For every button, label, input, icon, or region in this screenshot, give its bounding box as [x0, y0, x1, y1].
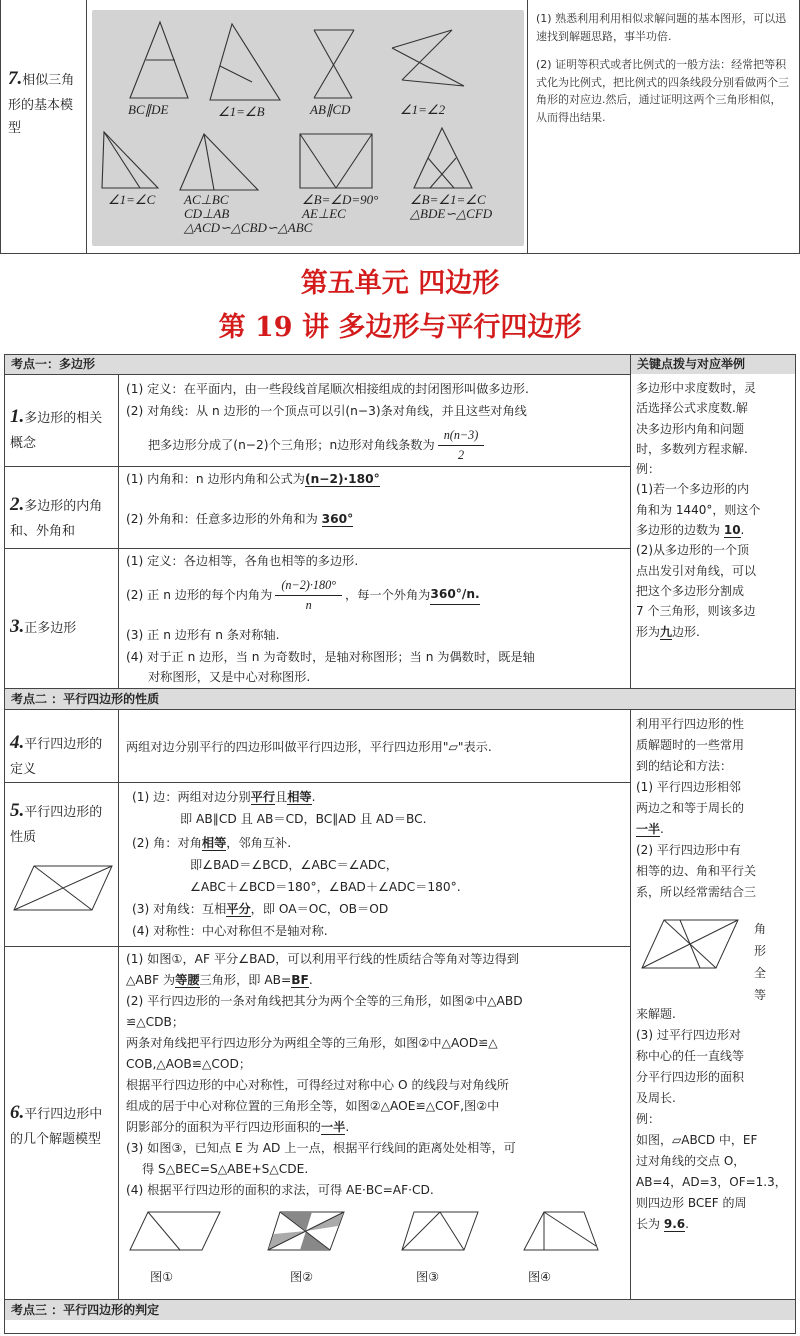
- s7-note-1: (1) 熟悉利用利用相似求解问题的基本图形，可以迅速找到解题思路，事半功倍.: [536, 12, 787, 43]
- figure-2-label: 图②: [290, 1270, 314, 1284]
- k2-side-notes-2: [636, 1004, 794, 1235]
- r5-num: 5.: [10, 800, 25, 821]
- r5-line-b3: ∠ABC＋∠BCD＝180°，∠BAD＋∠ADC＝180°.: [190, 880, 461, 894]
- r3-line-b-text2: ，每一个外角为: [345, 587, 431, 602]
- side-line: 质解题时的一些常用: [636, 738, 745, 752]
- side-line: 点出发引对角线，可以: [636, 563, 757, 578]
- r5-line-b: [132, 834, 291, 853]
- r1-line-a: (1) 定义：在平面内，由一些段线首尾顺次相接组成的封闭图形叫做多边形.: [126, 382, 529, 396]
- fig-caption: △BDE∽△CFD: [410, 206, 493, 221]
- side-vertical-text: [754, 918, 774, 1006]
- r5-a-answer1: 平行: [250, 790, 276, 804]
- r6-line: 得 S△BEC=S△ABE+S△CDE.: [142, 1162, 309, 1176]
- figure-3: [400, 1206, 480, 1256]
- fig-caption: ∠B=∠1=∠C: [410, 192, 486, 207]
- divider: [118, 374, 119, 688]
- r1-line-c: [148, 426, 487, 465]
- side-line: 把这个多边形分割成: [636, 583, 745, 598]
- fig-caption: ∠1=∠C: [108, 192, 156, 207]
- r6-answer-half: 一半: [321, 1120, 346, 1134]
- k3-header: 考点三 ：平行四边形的判定: [5, 1300, 795, 1320]
- side-answer-9-6: 9.6: [663, 1217, 686, 1231]
- r4-num: 4.: [10, 732, 25, 753]
- divider: [119, 466, 631, 467]
- r5-a-mid: 且: [275, 790, 288, 804]
- r2-label-text: 多边形的内角和、外角和: [10, 499, 103, 540]
- side-answer-nine: 九: [660, 624, 673, 639]
- figure-2: [266, 1206, 346, 1256]
- r3-line-c: (3) 正 n 边形有 n 条对称轴.: [126, 628, 280, 642]
- r6-label: [10, 1096, 114, 1152]
- r6-line: (1) 如图①，AF 平分∠BAD，可以利用平行线的性质结合等角对等边得到: [126, 952, 519, 966]
- side-line: 称中心的任一直线等: [636, 1049, 745, 1063]
- r3-fraction: [275, 576, 342, 615]
- side-answer-10: 10: [723, 523, 741, 538]
- k1-header: 考点一：多边形: [5, 355, 630, 374]
- divider: [4, 466, 119, 467]
- unit-title: 第五单元 四边形: [300, 268, 500, 299]
- r3-line-b: [126, 576, 480, 615]
- side-line: 7 个三角形，则该多边: [636, 604, 756, 619]
- r1-label: [10, 400, 114, 456]
- r6-num: 6.: [10, 1102, 25, 1123]
- r6-line: COB,△AOB≌△COD；: [126, 1057, 252, 1071]
- r5-line-b2: 即∠BAD＝∠BCD，∠ABC＝∠ADC，: [190, 858, 398, 872]
- r1-num: 1.: [10, 406, 25, 427]
- k1-side-header: 关键点拨与对应举例: [631, 355, 795, 374]
- r5-c-text: (3) 对角线：互相: [132, 902, 227, 916]
- side-line: (2) 平行四边形中有: [636, 843, 741, 857]
- divider: [118, 709, 119, 1299]
- side-line: (1)若一个多边形的内: [636, 482, 749, 497]
- figure-4-label: 图④: [528, 1270, 552, 1284]
- side-line: 角: [754, 922, 767, 936]
- side-line: 全: [754, 966, 767, 980]
- fig-caption: CD⊥AB: [184, 206, 230, 221]
- r6-line: (4) 根据平行四边形的面积的求法，可得 AE·BC=AF·CD.: [126, 1183, 434, 1197]
- r5-b-text: (2) 角：对角: [132, 836, 202, 850]
- side-line: (2)从多边形的一个顶: [636, 543, 749, 558]
- side-line: 到的结论和方法：: [636, 759, 733, 773]
- s7-label-num: 7.: [8, 68, 23, 89]
- fig-caption: AB∥CD: [310, 102, 351, 117]
- r3-frac-den: n: [305, 597, 312, 612]
- r6-line-text: 阴影部分的面积为平行四边形面积的: [126, 1120, 321, 1134]
- r3-line-d: (4) 对于正 n 边形，当 n 为奇数时，是轴对称图形；当 n 为偶数时，既是轴: [126, 650, 535, 664]
- r6-line: △ABF 为等腰三角形，即 AB=BF.: [126, 973, 313, 987]
- r2-line-b: [126, 510, 353, 529]
- r4-label-text: 平行四边形的定义: [10, 737, 103, 778]
- r4-text: 两组对边分别平行的四边形叫做平行四边形，平行四边形用"▱"表示.: [126, 740, 492, 754]
- side-answer-half: 一半: [636, 822, 661, 836]
- side-line: 相等的边、角和平行关: [636, 864, 757, 878]
- side-line: 例：: [636, 462, 661, 477]
- side-line-text: 长为: [636, 1217, 661, 1231]
- r1-label-text: 多边形的相关概念: [10, 411, 103, 452]
- side-line: 一半.: [636, 822, 664, 836]
- figure-1-label: 图①: [150, 1270, 174, 1284]
- side-line: 分平行四边形的面积: [636, 1070, 745, 1084]
- divider: [4, 548, 631, 549]
- r1-line-c-text: 把多边形分成了(n−2)个三角形；n边形对角线条数为: [148, 437, 435, 452]
- side-line: [636, 622, 794, 642]
- r5-b-tail: ，邻角互补.: [226, 836, 292, 850]
- side-line: 多边形的边数为 10.: [636, 523, 745, 538]
- side-line: 形: [754, 944, 767, 958]
- figure-1: [128, 1206, 224, 1256]
- r2-line-a-text: (1) 内角和：n 边形内角和公式为: [126, 472, 305, 486]
- side-line: (1) 平行四边形相邻: [636, 780, 741, 794]
- triangle-models-figure: [92, 10, 524, 246]
- r3-label: [10, 610, 114, 643]
- r3-line-b-text: (2) 正 n 边形的每个内角为: [126, 587, 273, 602]
- r2-line-a: [126, 470, 380, 489]
- s7-label: [8, 62, 84, 141]
- side-parallelogram-figure: [640, 912, 740, 976]
- side-line: 决多边形内角和问题: [636, 421, 745, 436]
- side-line: 系，所以经常需结合三: [636, 885, 757, 899]
- fig-caption: ∠1=∠B: [218, 104, 265, 119]
- r5-line-a2: 即 AB∥CD 且 AB＝CD，BC∥AD 且 AD＝BC.: [180, 812, 427, 826]
- side-line: 过对角线的交点 O，: [636, 1154, 746, 1168]
- r6-line: 根据平行四边形的中心对称性，可得经过对称中心 O 的线段与对角线所: [126, 1078, 509, 1092]
- k1-side-notes: [636, 378, 794, 642]
- r6-line: 组成的居于中心对称位置的三角形全等，如图②△AOE≌△COF,图②中: [126, 1099, 500, 1113]
- r5-a-answer2: 相等: [287, 790, 312, 804]
- divider: [630, 354, 631, 688]
- divider: [630, 709, 631, 1299]
- side-line: (3) 过平行四边形对: [636, 1028, 741, 1042]
- r1-frac-den: 2: [457, 447, 465, 462]
- figure-3-label: 图③: [416, 1270, 440, 1284]
- r5-line-d: (4) 对称性：中心对称但不是轴对称.: [132, 924, 328, 938]
- side-line-tail: 边形.: [672, 624, 700, 639]
- side-line: 及周长.: [636, 1091, 676, 1105]
- s7-label-text: 相似三角形的基本模型: [8, 73, 75, 136]
- side-line: 长为 9.6.: [636, 1217, 689, 1231]
- side-line: AB=4，AD=3，OF=1.3，: [636, 1175, 787, 1189]
- r2-label: [10, 488, 114, 544]
- divider: [4, 709, 796, 710]
- r5-line-c: [132, 900, 388, 919]
- side-line: 两边之和等于周长的: [636, 801, 745, 815]
- side-line-text: 形为: [636, 624, 661, 639]
- r5-a-text: (1) 边：两组对边分别: [132, 790, 251, 804]
- parallelogram-figure: [12, 860, 116, 916]
- side-line: 来解题.: [636, 1007, 676, 1021]
- fig-caption: ∠1=∠2: [400, 102, 446, 117]
- side-line: 则四边形 BCEF 的周: [636, 1196, 747, 1210]
- divider: [4, 782, 631, 783]
- figure-4: [522, 1206, 602, 1256]
- r3-line-d2: 对称图形，又是中心对称图形.: [148, 670, 311, 684]
- divider: [4, 946, 631, 947]
- side-line: 活选择公式求度数.解: [636, 401, 748, 416]
- r4-label: [10, 726, 114, 782]
- k2-side-notes: [636, 714, 794, 903]
- r1-frac-num: n(n−3): [438, 426, 485, 446]
- r5-c-answer: 平分: [226, 902, 251, 916]
- side-line: 角和为 1440°，则这个: [636, 502, 761, 517]
- r1-fraction: [438, 426, 485, 465]
- r2-num: 2.: [10, 494, 25, 515]
- r2-line-b-answer: 360°: [321, 512, 354, 526]
- side-line: 等: [754, 988, 767, 1002]
- r6-line-text: △ABF 为: [126, 973, 176, 987]
- side-line: 时，多数列方程求解.: [636, 441, 748, 456]
- r3-line-b-answer: 360°/n.: [430, 585, 479, 605]
- side-line: 多边形中求度数时，灵: [636, 381, 757, 395]
- r6-answer-isosceles: 等腰: [175, 973, 200, 987]
- r1-line-b: (2) 对角线：从 n 边形的一个顶点可以引(n−3)条对角线，并且这些对角线: [126, 404, 527, 418]
- r5-b-answer: 相等: [201, 836, 227, 850]
- r5-c-tail: ，即 OA＝OC，OB＝OD: [250, 902, 389, 916]
- r6-line: (3) 如图③，已知点 E 为 AD 上一点，根据平行线间的距离处处相等，可: [126, 1141, 516, 1155]
- side-line: 如图，▱ABCD 中，EF: [636, 1133, 758, 1147]
- side-line: 利用平行四边形的性: [636, 717, 745, 731]
- r5-line-a: (1) 边：两组对边分别平行且相等.: [132, 790, 316, 804]
- r2-line-a-answer: (n−2)·180°: [305, 472, 380, 486]
- r2-line-b-text: (2) 外角和：任意多边形的外角和为: [126, 512, 318, 526]
- r6-line: 阴影部分的面积为平行四边形面积的一半.: [126, 1120, 350, 1134]
- r6-label-text: 平行四边形中的几个解题模型: [10, 1107, 103, 1148]
- side-line-text: 多边形的边数为: [636, 523, 721, 538]
- similar-triangles-photo: [92, 10, 524, 246]
- fig-caption: AE⊥EC: [302, 206, 346, 221]
- side-line: 例：: [636, 1112, 661, 1126]
- r6-line: 两条对角线把平行四边形分为两组全等的三角形，如图②中△AOD≌△: [126, 1036, 498, 1050]
- r3-num: 3.: [10, 616, 25, 637]
- r6-answer-bf: BF: [291, 973, 309, 987]
- lecture-title: 第 19 讲 多边形与平行四边形: [218, 312, 582, 343]
- r6-line: ≌△CDB；: [126, 1015, 185, 1029]
- r5-label-text: 平行四边形的性质: [10, 805, 103, 846]
- fig-caption: BC∥DE: [128, 102, 169, 117]
- s7-note-2: (2) 证明等积式或者比例式的一般方法：经常把等积式化为比例式，把比例式的四条线段分别看做两个三角形的对应边.然后，通过证明这两个三角形相似，从而得出结果.: [536, 58, 789, 124]
- r3-label-text: 正多边形: [24, 621, 77, 636]
- r6-line: (2) 平行四边形的一条对角线把其分为两个全等的三角形，如图②中△ABD: [126, 994, 523, 1008]
- fig-caption: △ACD∽△CBD∽△ABC: [184, 220, 313, 235]
- fig-caption: ∠B=∠D=90°: [302, 192, 379, 207]
- r6-line-text: 三角形，即 AB=: [199, 973, 292, 987]
- r5-label: [10, 794, 114, 850]
- divider: [86, 0, 87, 254]
- fig-caption: AC⊥BC: [184, 192, 229, 207]
- r3-frac-num: (n−2)·180°: [275, 576, 342, 596]
- k2-header: 考点二 ：平行四边形的性质: [5, 689, 795, 709]
- r3-line-a: (1) 定义：各边相等，各角也相等的多边形.: [126, 554, 359, 568]
- divider: [4, 374, 631, 375]
- divider: [527, 0, 528, 254]
